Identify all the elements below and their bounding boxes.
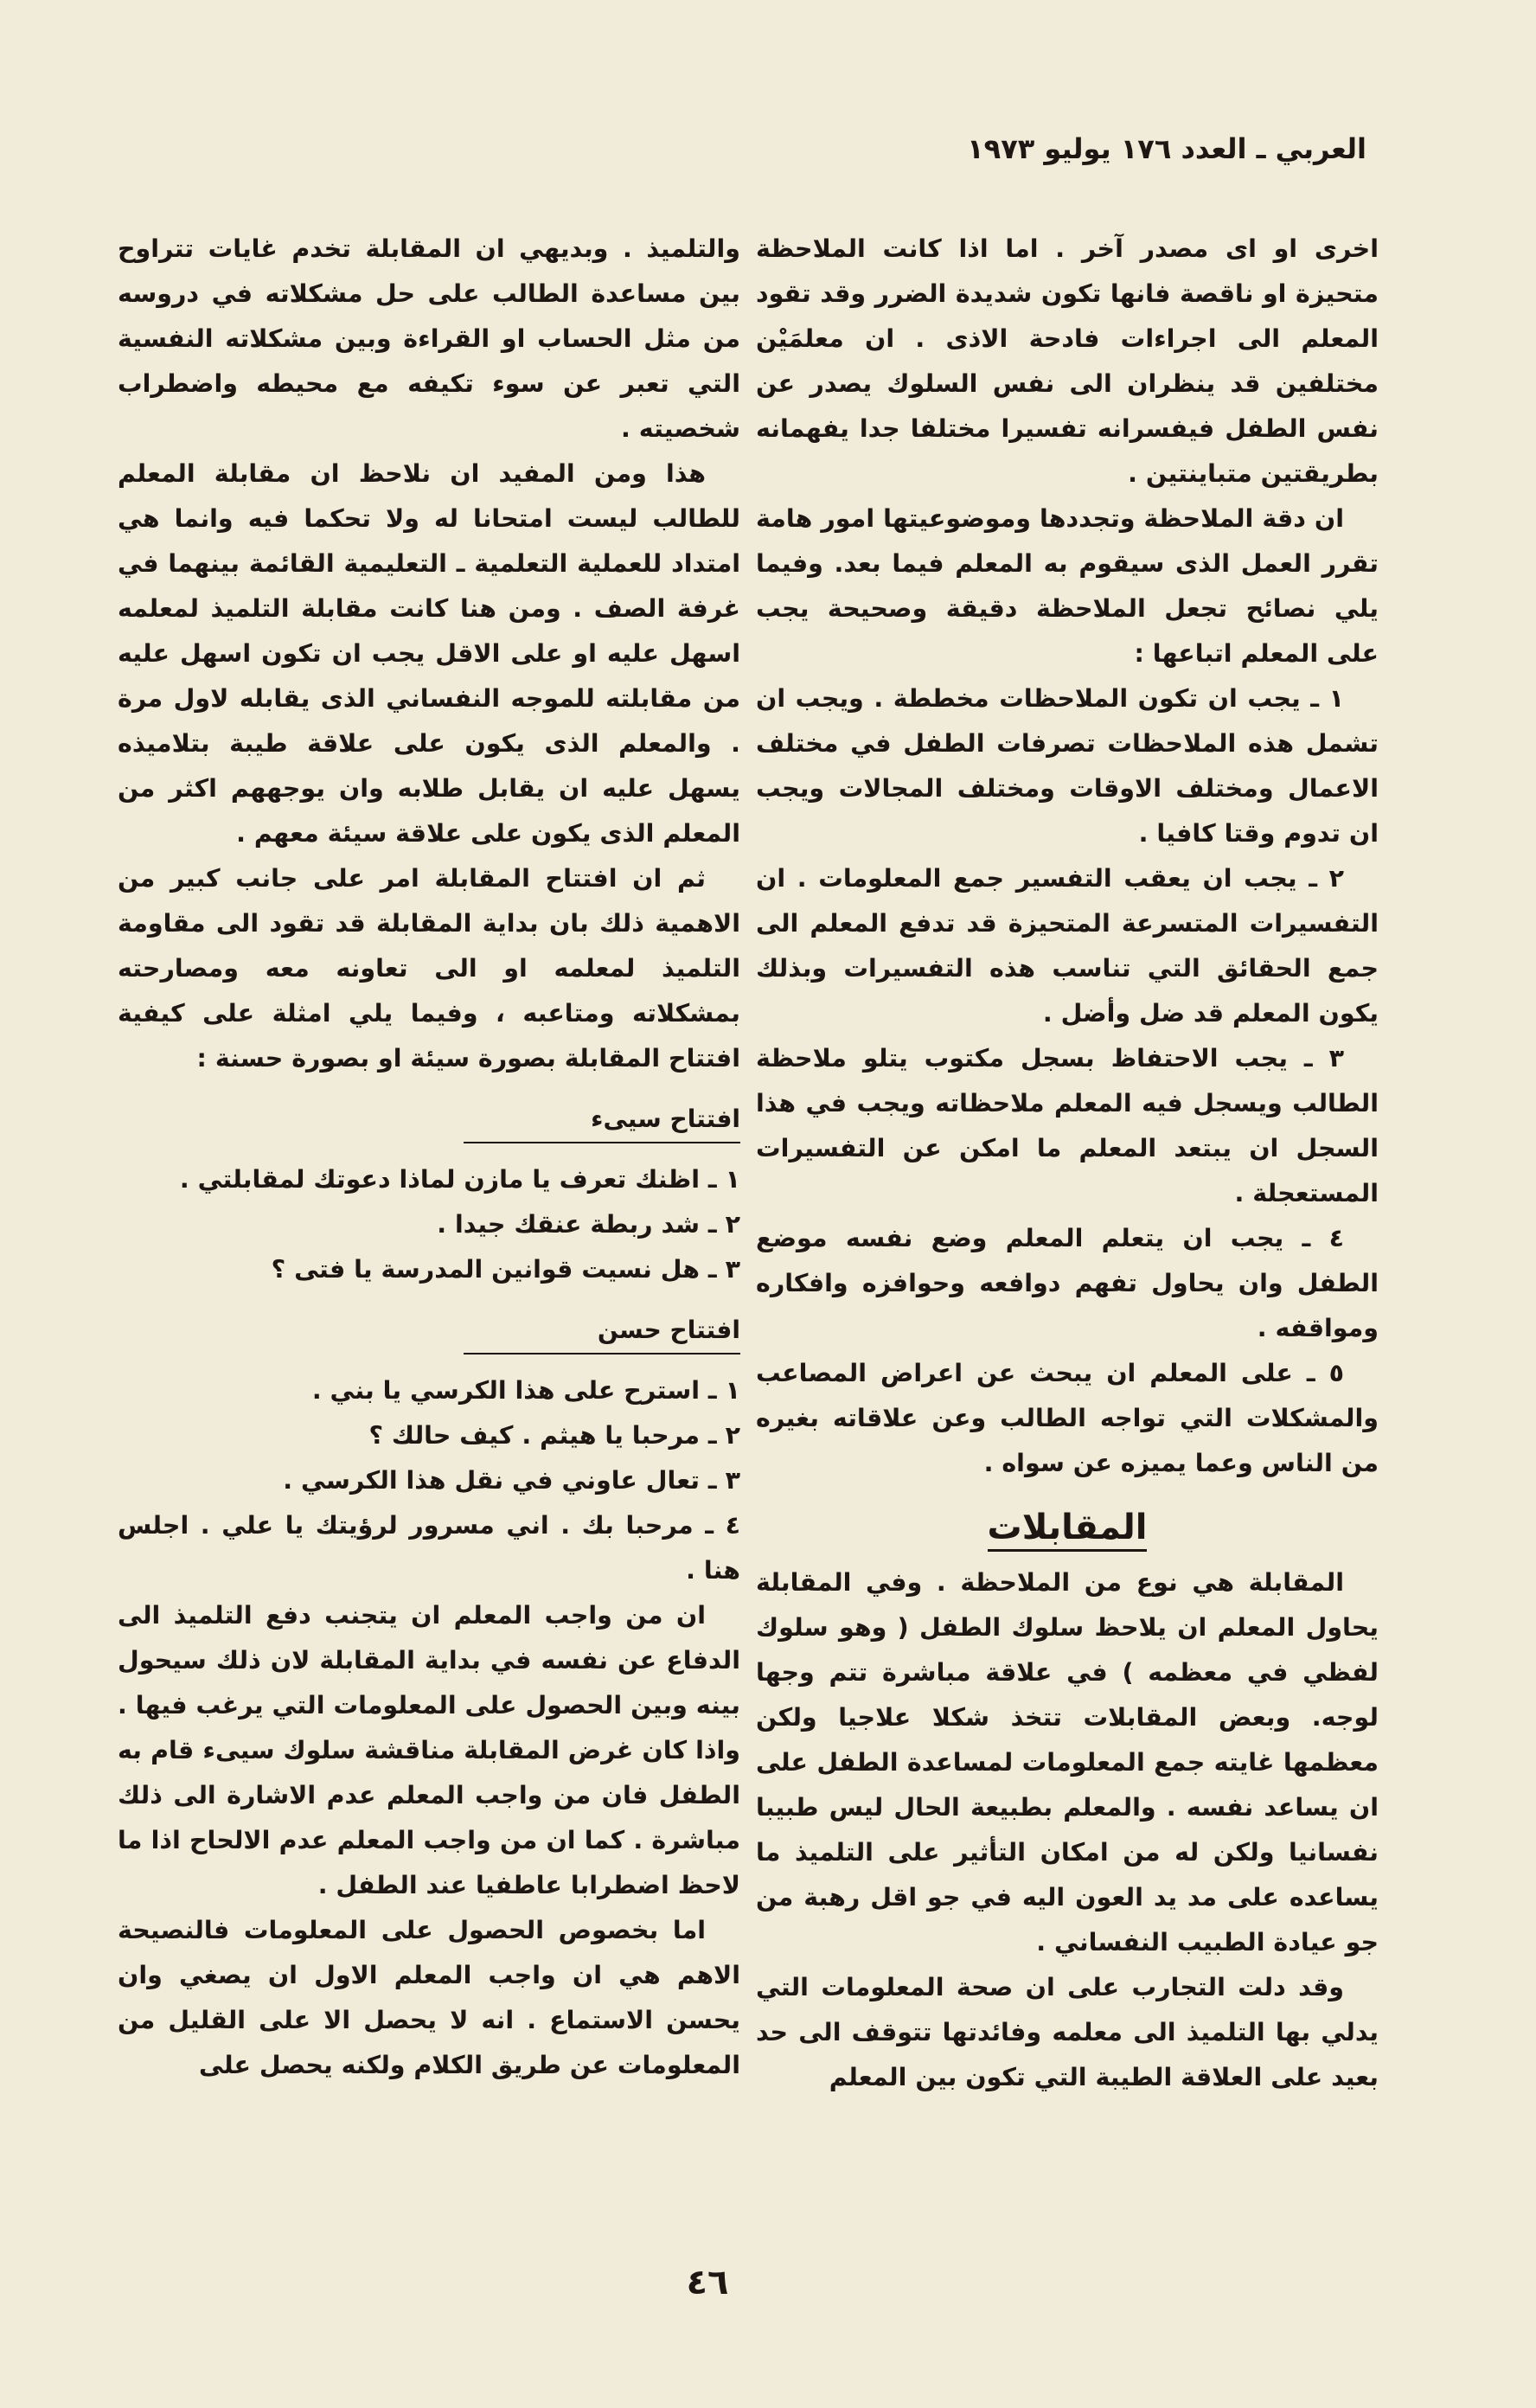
good-opening-title: افتتاح حسن	[464, 1311, 740, 1354]
good-opening-item: ٣ ـ تعال عاوني في نقل هذا الكرسي .	[283, 1466, 740, 1495]
good-opening-item: ٤ ـ مرحبا بك . اني مسرور لرؤيتك يا علي . اجلس هنا .	[118, 1511, 740, 1585]
body-paragraph: وقد دلت التجارب على ان صحة المعلومات التي يدلي بها التلميذ الى معلمه وفائدتها تتوقف الى حد بعيد على العلاقة الطيبة التي تكون بين المعلم	[756, 1973, 1379, 2091]
running-header: العربي ـ العدد ١٧٦ يوليو ١٩٧٣	[967, 132, 1366, 165]
body-paragraph: ان دقة الملاحظة وتجددها وموضوعيتها امور هامة تقرر العمل الذى سيقوم به المعلم فيما بعد. وفيما يلي نصائح تجعل الملاحظة دقيقة وصحيحة يجب على المعلم اتباعها :	[756, 504, 1379, 668]
observation-tip: ١ ـ يجب ان تكون الملاحظات مخططة . ويجب ان تشمل هذه الملاحظات تصرفات الطفل في مختلف الاعمال ومختلف الاوقات ومختلف المجالات ويجب ان تدوم وقتا كافيا .	[756, 684, 1379, 848]
bad-opening-item: ١ ـ اظنك تعرف يا مازن لماذا دعوتك لمقابلتي .	[179, 1165, 740, 1194]
section-heading	[756, 1502, 1379, 1553]
body-paragraph: اخرى او اى مصدر آخر . اما اذا كانت الملاحظة متحيزة او ناقصة فانها تكون شديدة الضرر وقد تقود المعلم الى اجراءات فادحة الاذى . ان معلمَيْن مختلفين قد ينظران الى نفس السلوك يصدر عن نفس الطفل فيفسرانه تفسيرا مختلفا جدا يفهمانه بطريقتين متباينتين .	[756, 234, 1379, 488]
left-column	[118, 227, 740, 2088]
body-paragraph: ثم ان افتتاح المقابلة امر على جانب كبير من الاهمية ذلك بان بداية المقابلة قد تقود الى مقاومة التلميذ لمعلمه او الى تعاونه معه ومصارحته بمشكلاته ومتاعبه ، وفيما يلي امثلة على كيفية افتتاح المقابلة بصورة سيئة او بصورة حسنة :	[118, 864, 740, 1073]
good-opening-item: ٢ ـ مرحبا يا هيثم . كيف حالك ؟	[368, 1421, 740, 1450]
observation-tip: ٢ ـ يجب ان يعقب التفسير جمع المعلومات . ان التفسيرات المتسرعة المتحيزة قد تدفع المعلم الى جمع الحقائق التي تناسب هذه التفسيرات وبذلك يكون المعلم قد ضل وأضل .	[756, 864, 1379, 1028]
page-number: ٤٦	[686, 2263, 729, 2302]
observation-tip: ٥ ـ على المعلم ان يبحث عن اعراض المصاعب والمشكلات التي تواجه الطالب وعن علاقاته بغيره من الناس وعما يميزه عن سواه .	[756, 1359, 1379, 1477]
bad-opening-title: افتتاح سيىء	[464, 1100, 740, 1143]
body-paragraph: اما بخصوص الحصول على المعلومات فالنصيحة الاهم هي ان واجب المعلم الاول ان يصغي وان يحسن الاستماع . انه لا يحصل الا على القليل من المعلومات عن طريق الكلام ولكنه يحصل على	[118, 1916, 740, 2079]
section-heading-text: المقابلات	[988, 1508, 1148, 1552]
body-paragraph: ان من واجب المعلم ان يتجنب دفع التلميذ الى الدفاع عن نفسه في بداية المقابلة لان ذلك سيحول بينه وبين الحصول على المعلومات التي يرغب فيها . واذا كان غرض المقابلة مناقشة سلوك سيىء قام به الطفل فان من واجب المعلم عدم الاشارة الى ذلك مباشرة . كما ان من واجب المعلم عدم الالحاح اذا ما لاحظ اضطرابا عاطفيا عند الطفل .	[118, 1601, 740, 1899]
bad-opening-item: ٢ ـ شد ربطة عنقك جيدا .	[437, 1210, 740, 1239]
bad-opening-item: ٣ ـ هل نسيت قوانين المدرسة يا فتى ؟	[271, 1255, 740, 1284]
observation-tip: ٤ ـ يجب ان يتعلم المعلم وضع نفسه موضع الطفل وان يحاول تفهم دوافعه وحوافزه وافكاره ومواقفه .	[756, 1224, 1379, 1342]
right-column	[756, 227, 1379, 2100]
body-paragraph: المقابلة هي نوع من الملاحظة . وفي المقابلة يحاول المعلم ان يلاحظ سلوك الطفل ( وهو سلوك لفظي في معظمه ) في علاقة مباشرة تتم وجها لوجه. وبعض المقابلات تتخذ شكلا علاجيا ولكن معظمها غايته جمع المعلومات لمساعدة الطفل على ان يساعد نفسه . والمعلم بطبيعة الحال ليس طبيبا نفسانيا ولكن له من امكان التأثير على التلميذ ما يساعده على مد يد العون اليه في جو اقل رهبة من جو عيادة الطبيب النفساني .	[756, 1568, 1379, 1956]
body-paragraph: والتلميذ . وبديهي ان المقابلة تخدم غايات تتراوح بين مساعدة الطالب على حل مشكلاته في دروسه من مثل الحساب او القراءة وبين مشكلاته النفسية التي تعبر عن سوء تكيفه مع محيطه واضطراب شخصيته .	[118, 234, 740, 443]
good-opening-item: ١ ـ استرح على هذا الكرسي يا بني .	[311, 1376, 740, 1405]
body-paragraph: هذا ومن المفيد ان نلاحظ ان مقابلة المعلم للطالب ليست امتحانا له ولا تحكما فيه وانما هي امتداد للعملية التعلمية ـ التعليمية القائمة بينهما في غرفة الصف . ومن هنا كانت مقابلة التلميذ لمعلمه اسهل عليه او على الاقل يجب ان تكون اسهل عليه من مقابلته للموجه النفساني الذى يقابله لاول مرة . والمعلم الذى يكون على علاقة طيبة بتلاميذه يسهل عليه ان يقابل طلابه وان يوجههم اكثر من المعلم الذى يكون على علاقة سيئة معهم .	[118, 459, 740, 848]
observation-tip: ٣ ـ يجب الاحتفاظ بسجل مكتوب يتلو ملاحظة الطالب ويسجل فيه المعلم ملاحظاته ويجب في هذا السجل ان يبتعد المعلم ما امكن عن التفسيرات المستعجلة .	[756, 1044, 1379, 1207]
